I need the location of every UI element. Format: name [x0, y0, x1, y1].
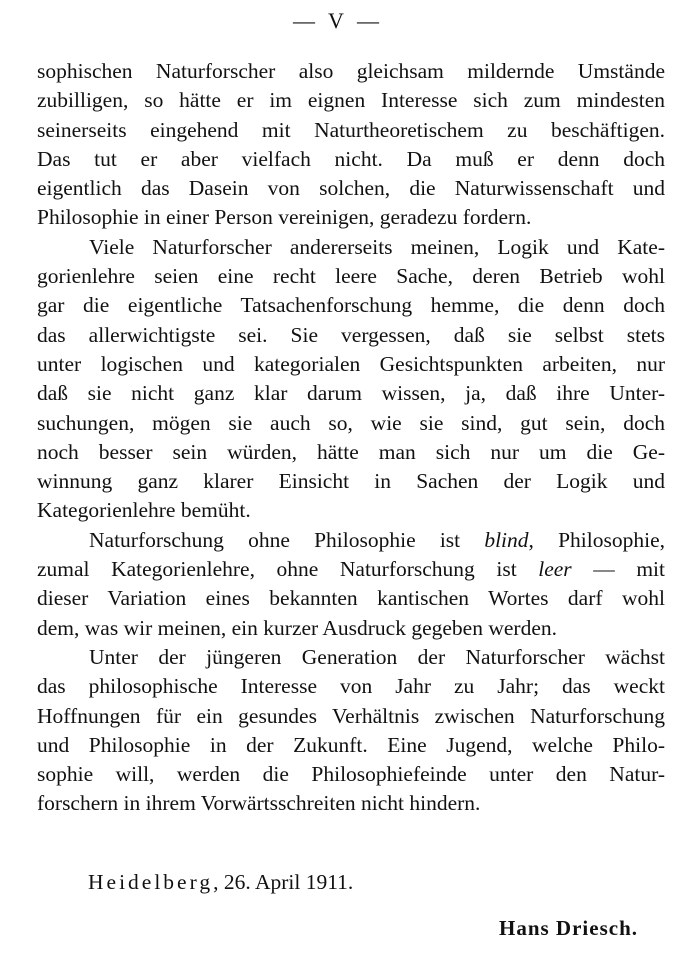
text-line: Das tut er aber vielfach nicht. Da muß er denn doch — [37, 146, 665, 171]
text-line: noch besser sein würden, hätte man sich nur um die Ge- — [37, 439, 665, 464]
text-line: forschern in ihrem Vorwärtsschreiten nicht hindern. — [37, 791, 481, 816]
text-line: seinerseits eingehend mit Naturtheoretischem zu beschäftigen. — [37, 117, 665, 142]
running-head-page-number: — V — — [292, 8, 384, 33]
emphasis-blind: blind — [484, 527, 529, 552]
text-line — [37, 526, 665, 555]
paragraph-3 — [37, 526, 665, 643]
text-line: suchungen, mögen sie auch so, wie sie sind, gut sein, doch — [37, 410, 665, 435]
text-line: Kategorienlehre bemüht. — [37, 498, 251, 523]
text-line: dem, was wir meinen, ein kurzer Ausdruck gegeben werden. — [37, 615, 557, 640]
author-signature: Hans Driesch. — [499, 916, 638, 940]
text-line: sophie will, werden die Philosophiefeinde unter den Natur- — [37, 762, 665, 787]
text-line: zubilligen, so hätte er im eignen Interesse sich zum mindesten — [37, 88, 665, 113]
text-run: — mit — [571, 557, 665, 582]
place-and-date — [88, 870, 353, 895]
paragraph-4 — [37, 643, 665, 819]
text-line: Philosophie in einer Person vereinigen, geradezu fordern. — [37, 205, 532, 230]
text-line: gar die eigentliche Tatsachenforschung hemme, die denn doch — [37, 293, 665, 318]
text-run: zumal Kategorienlehre, ohne Naturforschung ist — [37, 557, 539, 582]
text-line: sophischen Naturforscher also gleichsam mildernde Umstände — [37, 59, 665, 83]
text-line: und Philosophie in der Zukunft. Eine Jugend, welche Philo- — [37, 732, 665, 757]
date: , 26. April 1911. — [213, 870, 354, 894]
text-run: Naturforschung ohne Philosophie ist — [89, 527, 485, 552]
text-line: dieser Variation eines bekannten kantischen Wortes darf wohl — [37, 586, 665, 611]
text-line: das philosophische Interesse von Jahr zu Jahr; das weckt — [37, 674, 665, 699]
emphasis-leer: leer — [538, 557, 572, 582]
text-line: eigentlich das Dasein von solchen, die Naturwissenschaft und — [37, 176, 665, 201]
text-line: Unter der jüngeren Generation der Naturforscher wächst — [89, 644, 665, 669]
text-line: gorienlehre seien eine recht leere Sache, deren Betrieb wohl — [37, 264, 665, 289]
text-line: das allerwichtigste sei. Sie vergessen, daß sie selbst stets — [37, 322, 665, 347]
text-run: , Philosophie, — [528, 527, 665, 552]
text-line: winnung ganz klarer Einsicht in Sachen der Logik und — [37, 469, 665, 494]
text-line: daß sie nicht ganz klar darum wissen, ja, daß ihre Unter- — [37, 381, 665, 406]
paragraph-2 — [37, 233, 665, 526]
text-line: Hoffnungen für ein gesundes Verhältnis zwischen Naturforschung — [37, 703, 665, 728]
place: Heidelberg — [88, 870, 214, 894]
text-line: Viele Naturforscher andererseits meinen, Logik und Kate- — [89, 234, 665, 259]
body-text — [37, 57, 665, 819]
text-line — [37, 555, 665, 584]
paragraph-1 — [37, 57, 665, 233]
text-line: unter logischen und kategorialen Gesichtspunkten arbeiten, nur — [37, 351, 665, 376]
